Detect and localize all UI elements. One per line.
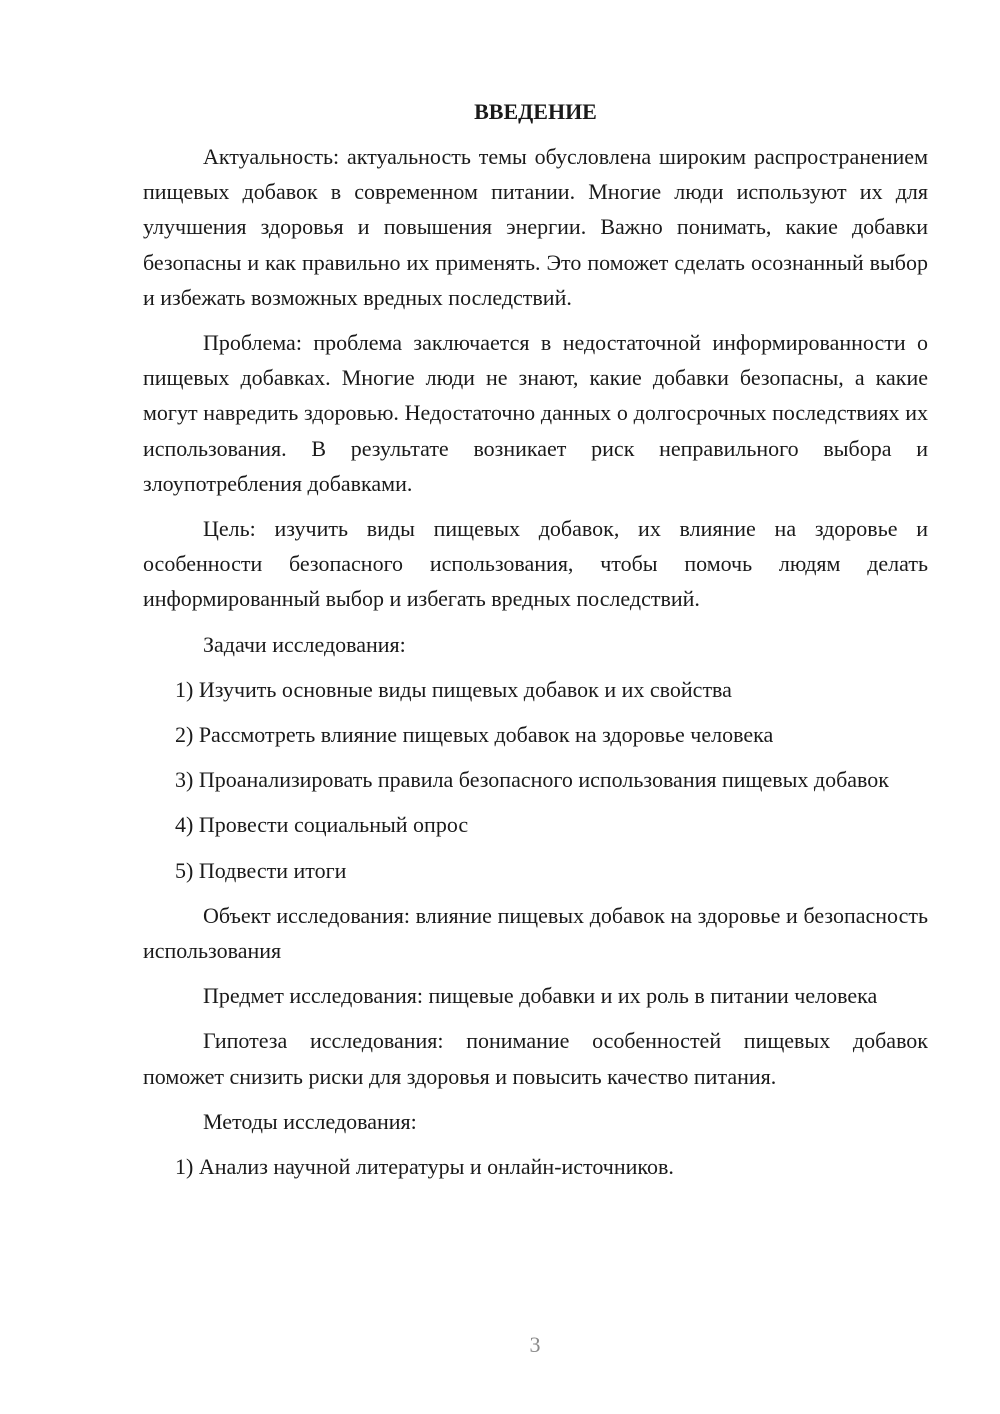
tasks-heading: Задачи исследования: — [203, 631, 406, 657]
page-number: 3 — [529, 1332, 541, 1357]
page-content — [143, 94, 928, 1194]
task-item-5: 5) Подвести итоги — [175, 857, 347, 883]
subject-paragraph: Предмет исследования: пищевые добавки и их роль в питании человека — [203, 983, 878, 1009]
task-item-3: 3) Проанализировать правила безопасного использования пищевых добавок — [175, 767, 889, 793]
task-item-2: 2) Рассмотреть влияние пищевых добавок на здоровье человека — [175, 722, 774, 748]
method-item-1: 1) Анализ научной литературы и онлайн-источников. — [175, 1154, 674, 1180]
task-item-1: 1) Изучить основные виды пищевых добавок и их свойства — [175, 676, 732, 702]
object-paragraph: Объект исследования: влияние пищевых добавок на здоровье и безопасность использования — [143, 902, 928, 964]
goal-paragraph: Цель: изучить виды пищевых добавок, их влияние на здоровье и особенности безопасного использования, чтобы помочь людям делать информированный выбор и избегать вредных последствий. — [143, 516, 928, 612]
section-title: ВВЕДЕНИЕ — [474, 99, 597, 124]
hypothesis-paragraph: Гипотеза исследования: понимание особенностей пищевых добавок поможет снизить риски для здоровья и повысить качество питания. — [143, 1028, 928, 1089]
problem-paragraph: Проблема: проблема заключается в недостаточной информированности о пищевых добавках. Многие люди не знают, какие добавки безопасны, а какие могут навредить здоровью. Недостаточно данных о долгосрочных последствиях их использования. В результате возникает риск неправильного выбора и злоупотребления добавками. — [143, 330, 928, 496]
task-item-4: 4) Провести социальный опрос — [175, 812, 469, 838]
relevance-paragraph: Актуальность: актуальность темы обусловлена широким распространением пищевых добавок в современном питании. Многие люди используют их для улучшения здоровья и повышения энергии. Важно понимать, какие добавки безопасны и как правильно их применять. Это поможет сделать осознанный выбор и избежать возможных вредных последствий. — [143, 144, 928, 310]
methods-heading: Методы исследования: — [203, 1108, 417, 1134]
